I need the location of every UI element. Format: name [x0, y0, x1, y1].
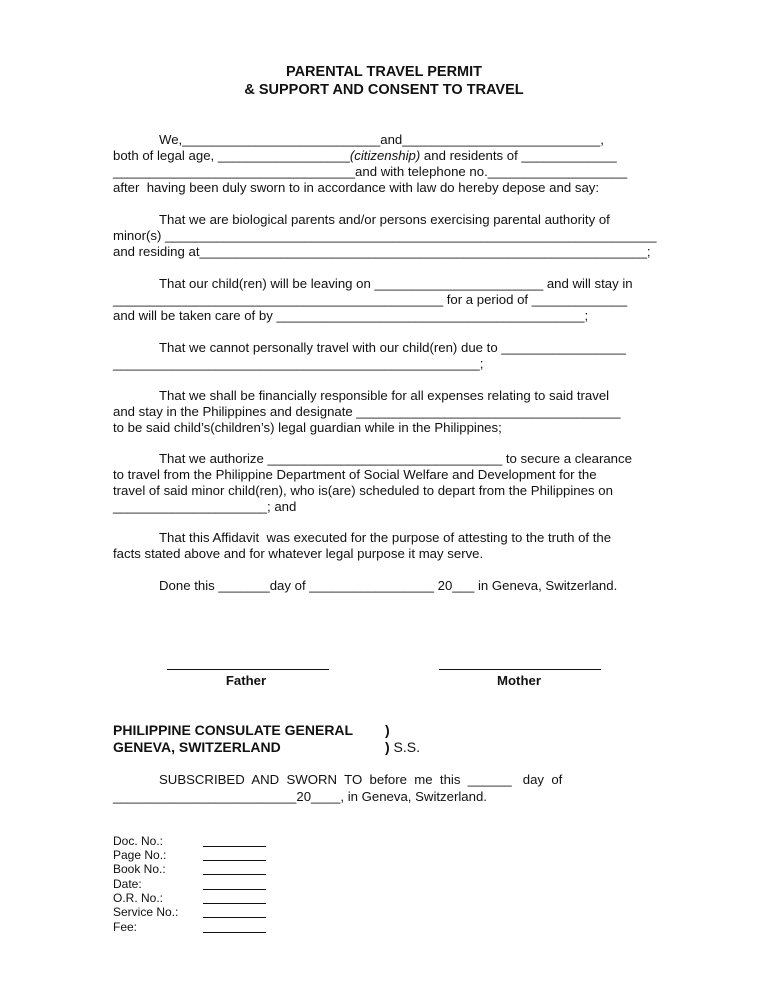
p4-line-2: __________________________________________________;: [113, 356, 484, 371]
p1-line-2: [113, 148, 655, 164]
or-no-blank: [203, 903, 266, 904]
p3-line-1: That our child(ren) will be leaving on _______________________ and will stay in: [159, 276, 633, 291]
p4-line-1: That we cannot personally travel with our child(ren) due to _________________: [159, 340, 626, 355]
p7-line-1: That this Affidavit was executed for the purpose of attesting to the truth of the: [159, 530, 612, 545]
p6-line-3: travel of said minor child(ren), who is(are) scheduled to depart from the Philippines on: [113, 483, 613, 498]
consulate-bracket-2: ) S.S.: [385, 739, 421, 755]
book-no-label: Book No.:: [113, 862, 166, 876]
p5-line-1: That we shall be financially responsible for all expenses relating to said travel: [159, 388, 610, 403]
p6-line-2: to travel from the Philippine Department of Social Welfare and Development for the: [113, 467, 597, 482]
citizenship-hint: (citizenship): [349, 148, 421, 163]
father-label: Father: [225, 673, 267, 688]
p5-line-2: and stay in the Philippines and designate ____________________________________: [113, 404, 621, 419]
mother-label: Mother: [497, 673, 541, 688]
page-no-label: Page No.:: [113, 848, 167, 862]
p3-line-2: _____________________________________________ for a period of _____________: [113, 292, 628, 307]
p2-line-1: That we are biological parents and/or persons exercising parental authority of: [159, 212, 610, 227]
p2-line-3: and residing at_____________________________________________________________;: [113, 244, 651, 259]
date-label: Date:: [113, 877, 142, 891]
p6-line-4: _____________________; and: [113, 499, 297, 514]
page-no-blank: [203, 860, 266, 861]
p8-line-1: Done this _______day of _________________ 20___ in Geneva, Switzerland.: [159, 578, 618, 593]
p1-line-2a: both of legal age, __________________: [113, 148, 350, 163]
document-title: PARENTAL TRAVEL PERMIT: [285, 64, 483, 80]
service-no-blank: [203, 917, 266, 918]
document-subtitle: & SUPPORT AND CONSENT TO TRAVEL: [244, 82, 524, 98]
consulate-bracket-1: ): [385, 722, 390, 738]
p3-line-3: and will be taken care of by __________________________________________;: [113, 308, 589, 323]
p6-line-1: That we authorize ________________________________ to secure a clearance: [159, 451, 632, 466]
or-no-label: O.R. No.:: [113, 891, 164, 905]
father-signature-line: [167, 669, 329, 670]
p1-line-3: _________________________________and with telephone no.___________________: [113, 164, 628, 179]
book-no-blank: [203, 874, 266, 875]
date-blank: [203, 889, 266, 890]
p2-line-2: minor(s) ___________________________________________________________________: [113, 228, 657, 243]
p1-line-4: after having been duly sworn to in accordance with law do hereby depose and say:: [113, 180, 600, 195]
fee-label: Fee:: [113, 920, 138, 934]
consulate-city: GENEVA, SWITZERLAND: [113, 739, 281, 755]
ss-label: S.S.: [389, 739, 421, 755]
service-no-label: Service No.:: [113, 905, 179, 919]
p1-line-2c: and residents of _____________: [420, 148, 617, 163]
p1-line-1: We,___________________________and___________________________,: [159, 132, 604, 147]
p7-line-2: facts stated above and for whatever legal purpose it may serve.: [113, 546, 484, 561]
jurat-line-2: _________________________20____, in Geneva, Switzerland.: [113, 789, 487, 804]
fee-blank: [203, 932, 266, 933]
doc-no-label: Doc. No.:: [113, 834, 164, 848]
consulate-name: PHILIPPINE CONSULATE GENERAL: [113, 722, 354, 738]
p5-line-3: to be said child’s(children’s) legal guardian while in the Philippines;: [113, 420, 502, 435]
jurat-line-1: SUBSCRIBED AND SWORN TO before me this ______ day of: [159, 772, 563, 787]
doc-no-blank: [203, 846, 266, 847]
mother-signature-line: [439, 669, 601, 670]
